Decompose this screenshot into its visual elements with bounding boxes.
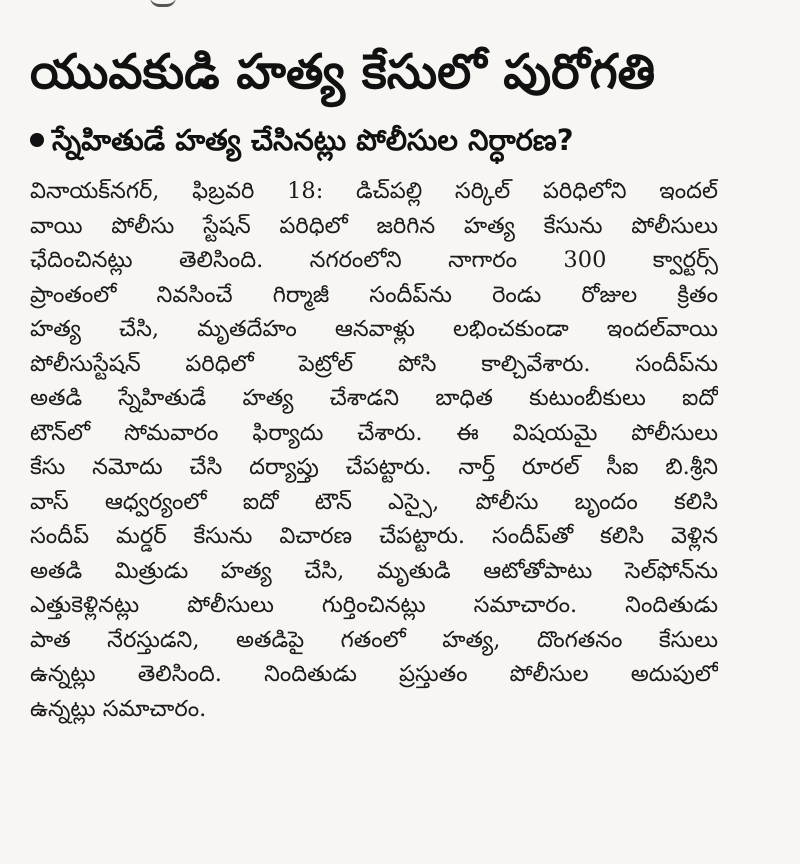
cropped-glyph-fragment bbox=[150, 0, 176, 7]
headline: యువకుడి హత్య కేసులో పురోగతి bbox=[30, 44, 656, 100]
body-line: ఛేదించినట్లు తెలిసింది. నగరంలోని నాగారం 300 క్వార్టర్స్ bbox=[30, 247, 718, 273]
subheadline bbox=[30, 118, 752, 162]
body-line: వినాయక్‌నగర్, ఫిబ్రవరి 18: డిచ్‌పల్లి సర్కిల్ పరిధిలోని ఇందల్ bbox=[30, 178, 718, 204]
body-line: హత్య చేసి, మృతదేహం ఆనవాళ్లు లభించకుండా ఇందల్‌వాయి bbox=[30, 316, 718, 342]
body-line: ప్రాంతంలో నివసించే గిర్మాజీ సందీప్‌ను రెండు రోజుల క్రితం bbox=[30, 281, 718, 308]
body-line: వాయి పోలీసు స్టేషన్ పరిధిలో జరిగిన హత్య కేసును పోలీసులు bbox=[30, 212, 718, 239]
body-line: వాస్ ఆధ్వర్యంలో ఐదో టౌన్ ఎస్సై, పోలీసు బృందం కలిసి bbox=[30, 488, 718, 515]
body-line: అతడి మిత్రుడు హత్య చేసి, మృతుడి ఆటోతోపాటు సెల్‌ఫోన్‌ను bbox=[30, 557, 718, 584]
article-body bbox=[30, 174, 752, 726]
bullet-icon bbox=[30, 133, 44, 147]
body-line: పోలీసుస్టేషన్ పరిధిలో పెట్రోల్ పోసి కాల్చివేశారు. సందీప్‌ను bbox=[30, 350, 718, 377]
body-line: ఉన్నట్లు తెలిసింది. నిందితుడు ప్రస్తుతం పోలీసుల అదుపులో bbox=[30, 661, 718, 687]
body-line: టౌన్‌లో సోమవారం ఫిర్యాదు చేశారు. ఈ విషయమై పోలీసులు bbox=[30, 419, 718, 446]
subheadline-text: స్నేహితుడే హత్య చేసినట్లు పోలీసుల నిర్ధారణ? bbox=[52, 123, 574, 157]
previous-article-fragment bbox=[30, 0, 752, 32]
body-line: అతడి స్నేహితుడే హత్య చేశాడని బాధిత కుటుంబీకులు ఐదో bbox=[30, 385, 718, 411]
body-line: ఎత్తుకెళ్లినట్లు పోలీసులు గుర్తించినట్లు సమాచారం. నిందితుడు bbox=[30, 592, 718, 618]
body-line: పాత నేరస్తుడని, అతడిపై గతంలో హత్య, దొంగతనం కేసులు bbox=[30, 626, 718, 653]
body-line: ఉన్నట్లు సమాచారం. bbox=[30, 695, 207, 722]
body-line: సందీప్ మర్డర్ కేసును విచారణ చేపట్టారు. సందీప్‌తో కలిసి వెళ్లిన bbox=[30, 523, 718, 549]
body-line: కేసు నమోదు చేసి దర్యాప్తు చేపట్టారు. నార్త్ రూరల్ సీఐ బి.శ్రీని bbox=[30, 454, 718, 480]
